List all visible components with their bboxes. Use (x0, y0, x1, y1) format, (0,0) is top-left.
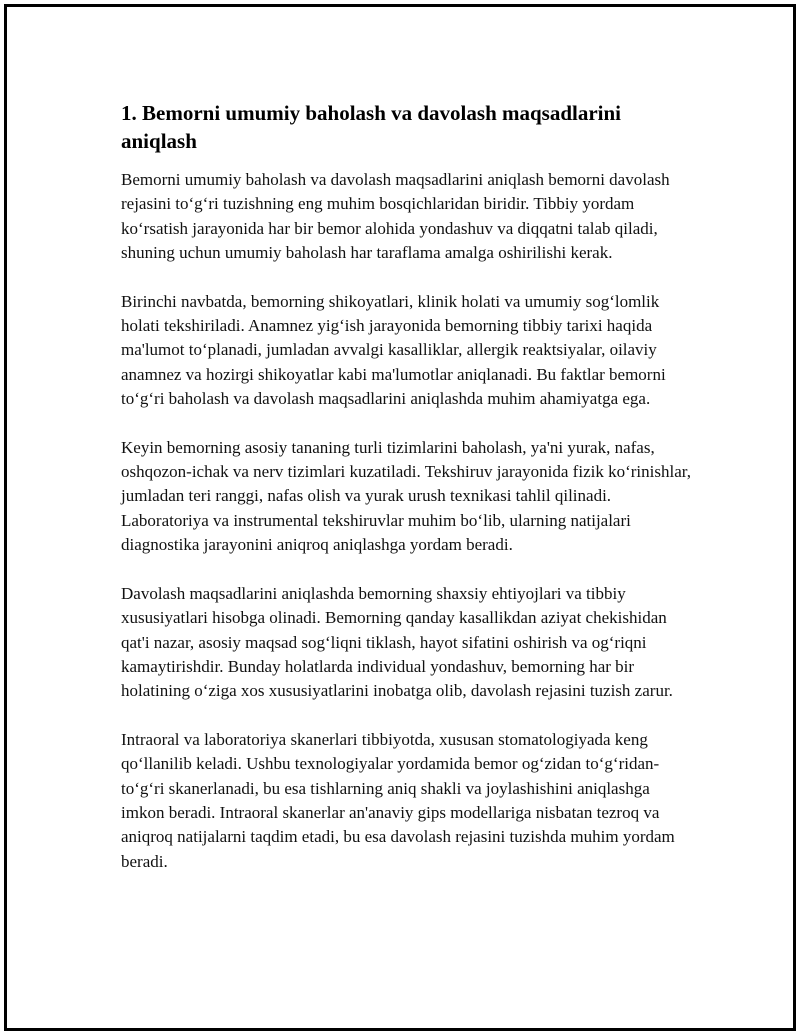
document-body (121, 99, 696, 898)
page-frame (4, 4, 796, 1031)
section-heading: 1. Bemorni umumiy baholash va davolash maqsadlarini aniqlash (121, 101, 622, 153)
paragraph: Davolash maqsadlarini aniqlashda bemorning shaxsiy ehtiyojlari va tibbiy xususiyatlari hisobga olinadi. Bemorning qanday kasallikdan aziyat chekishidan qat'i nazar, asosiy maqsad sog‘liqni tiklash, hayot sifatini oshirish va og‘riqni kamaytirishdir. Bunday holatlarda individual yondashuv, bemorning har bir holatining o‘ziga xos xususiyatlarini inobatga olib, davolash rejasini tuzish zarur. (121, 583, 673, 701)
paragraph: Bemorni umumiy baholash va davolash maqsadlarini aniqlash bemorni davolash rejasini to‘g‘ri tuzishning eng muhim bosqichlaridan biridir. Tibbiy yordam ko‘rsatish jarayonida har bir bemor alohida yondashuv va diqqatni talab qiladi, shuning uchun umumiy baholash har taraflama amalga oshirilishi kerak. (121, 170, 670, 263)
paragraph: Keyin bemorning asosiy tananing turli tizimlarini baholash, ya'ni yurak, nafas, oshqozon-ichak va nerv tizimlari kuzatiladi. Tekshiruv jarayonida fizik ko‘rinishlar, jumladan teri ranggi, nafas olish va yurak urush texnikasi tahlil qilinadi. Laboratoriya va instrumental tekshiruvlar muhim bo‘lib, ularning natijalari diagnostika jarayonini aniqroq aniqlashga yordam beradi. (121, 437, 691, 555)
paragraph: Birinchi navbatda, bemorning shikoyatlari, klinik holati va umumiy sog‘lomlik holati tekshiriladi. Anamnez yig‘ish jarayonida bemorning tibbiy tarixi haqida ma'lumot to‘planadi, jumladan avvalgi kasalliklar, allergik reaktsiyalar, oilaviy anamnez va hozirgi shikoyatlar kabi ma'lumotlar aniqlanadi. Bu faktlar bemorni to‘g‘ri baholash va davolash maqsadlarini aniqlashda muhim ahamiyatga ega. (121, 291, 666, 409)
paragraph: Intraoral va laboratoriya skanerlari tibbiyotda, xususan stomatologiyada keng qo‘llanilib keladi. Ushbu texnologiyalar yordamida bemor og‘zidan to‘g‘ridan-to‘g‘ri skanerlanadi, bu esa tishlarning aniq shakli va joylashishini aniqlashga imkon beradi. Intraoral skanerlar an'anaviy gips modellariga nisbatan tezroq va aniqroq natijalarni taqdim etadi, bu esa davolash rejasini tuzishda muhim yordam beradi. (121, 729, 675, 871)
